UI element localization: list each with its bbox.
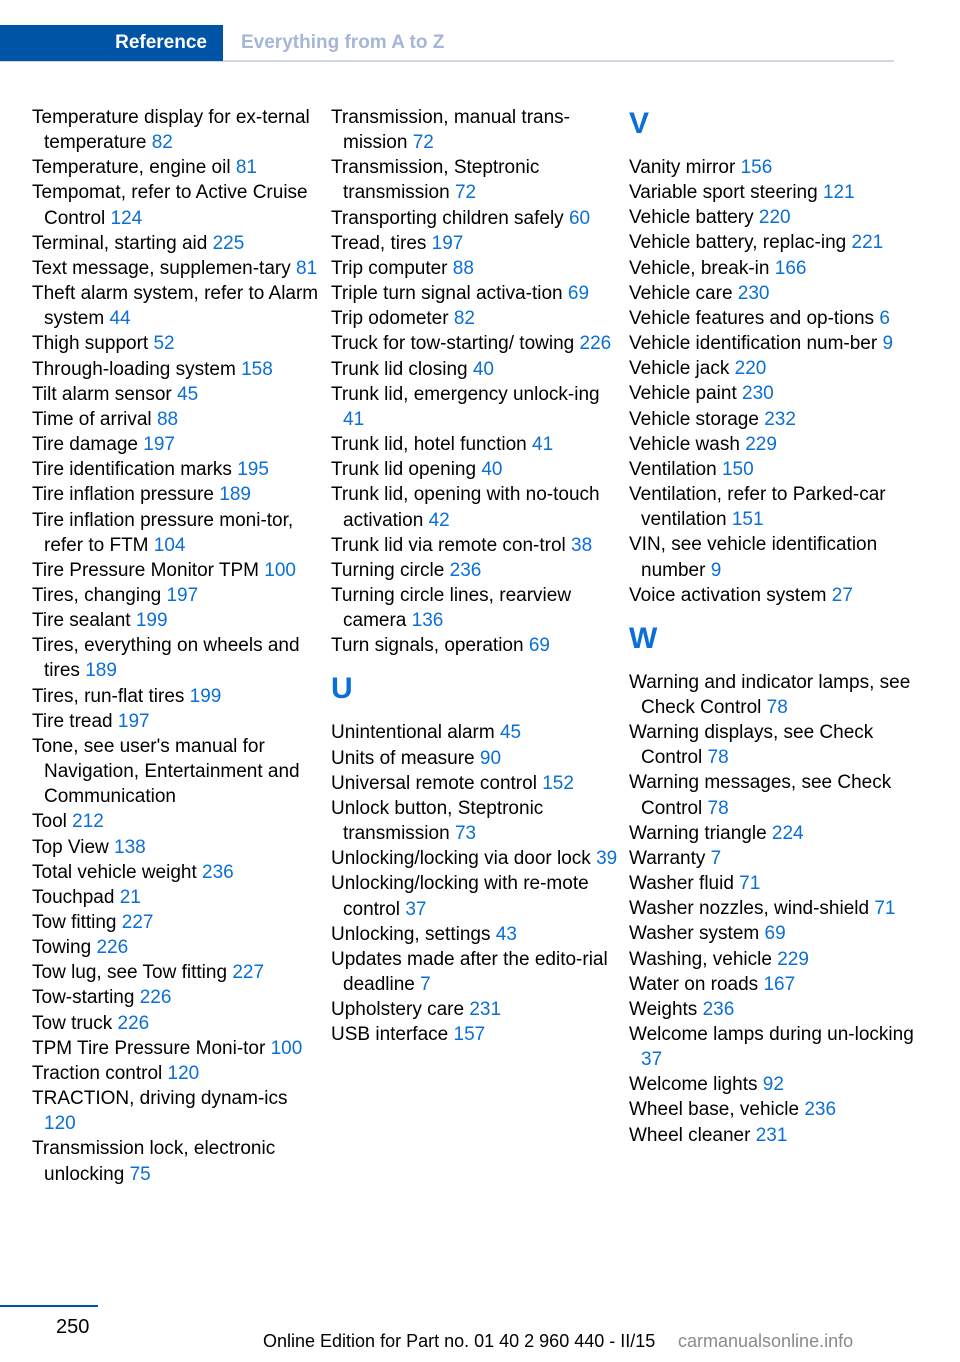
- index-entry: [32, 1061, 324, 1086]
- index-term: Temperature display for ex‐ternal temperature: [32, 107, 310, 154]
- index-term: Tire identification marks: [32, 459, 232, 481]
- index-entry: [629, 457, 929, 482]
- index-entry: [331, 206, 623, 231]
- page-link[interactable]: 227: [121, 912, 154, 933]
- index-term: Tires, run-flat tires: [32, 685, 185, 707]
- index-term: Universal remote control: [331, 772, 537, 794]
- index-entry: [32, 180, 324, 230]
- index-entry: [331, 306, 623, 331]
- index-term: Ventilation, refer to Parked-car ventilation: [629, 484, 886, 531]
- index-term: Vehicle care: [629, 282, 733, 304]
- page-link[interactable]: 7: [710, 847, 722, 869]
- page-link[interactable]: 151: [731, 509, 764, 531]
- page-link[interactable]: 92: [762, 1074, 784, 1096]
- index-term: Tow lug, see Tow fitting: [32, 962, 228, 984]
- index-term: Tire Pressure Monitor TPM: [32, 559, 259, 581]
- index-entry: [331, 633, 623, 658]
- index-entry: [331, 331, 623, 356]
- index-entry: [629, 532, 929, 582]
- index-term: Wheel cleaner: [629, 1124, 751, 1146]
- index-entry: [331, 533, 623, 558]
- index-term: Turn signals, operation: [331, 635, 524, 657]
- page-link[interactable]: 78: [707, 747, 729, 769]
- page-link[interactable]: 71: [874, 898, 896, 920]
- index-entry: [629, 432, 929, 457]
- index-entry: [331, 796, 623, 846]
- footer-rule: [0, 1305, 98, 1307]
- index-entry: [32, 809, 324, 834]
- index-entry: [331, 357, 623, 382]
- index-term: Vehicle jack: [629, 358, 730, 380]
- index-entry: [32, 935, 324, 960]
- index-term: Trip computer: [331, 257, 448, 279]
- index-entry: [331, 947, 623, 997]
- index-entry: [629, 1097, 929, 1122]
- index-term: Terminal, starting aid: [32, 232, 208, 254]
- index-term: USB interface: [331, 1024, 449, 1046]
- page-link[interactable]: 120: [167, 1062, 200, 1084]
- index-term: Unlocking/locking with re‐mote control: [331, 873, 589, 920]
- page-link[interactable]: 21: [119, 886, 141, 908]
- page-link[interactable]: 45: [499, 722, 522, 744]
- index-term: Variable sport steering: [629, 182, 818, 204]
- index-entry: [629, 256, 929, 281]
- index-entry: [629, 1123, 929, 1148]
- index-term: Triple turn signal activa‐tion: [331, 283, 563, 305]
- index-term: Tire damage: [32, 434, 138, 456]
- index-entry: [331, 482, 623, 532]
- page-link[interactable]: 82: [151, 132, 173, 154]
- index-term: Tow-starting: [32, 987, 135, 1009]
- page-link[interactable]: 90: [479, 747, 502, 769]
- header-title: Everything from A to Z: [241, 32, 445, 53]
- index-entry: [32, 1086, 324, 1136]
- index-entry: [629, 482, 929, 532]
- index-column-3: [629, 105, 929, 1148]
- index-term: Warning triangle: [629, 822, 767, 844]
- index-term: Unintentional alarm: [331, 722, 495, 744]
- index-entry: [32, 357, 324, 382]
- index-term: Turning circle: [331, 559, 445, 581]
- page-link[interactable]: 236: [702, 998, 735, 1020]
- index-entry: [32, 633, 324, 683]
- index-term: Vanity mirror: [629, 157, 736, 178]
- index-entry: [32, 684, 324, 709]
- index-term: Touchpad: [32, 886, 115, 908]
- page-link[interactable]: 226: [579, 333, 612, 355]
- page-link[interactable]: 104: [153, 534, 186, 556]
- index-term: Trunk lid via remote con‐trol: [331, 534, 566, 556]
- page-link[interactable]: 226: [139, 987, 172, 1009]
- index-entry: [629, 281, 929, 306]
- index-term: Washer fluid: [629, 873, 734, 895]
- index-entry: [331, 382, 623, 432]
- index-entry: [629, 770, 929, 820]
- page-link[interactable]: 100: [264, 559, 296, 581]
- index-term: Vehicle storage: [629, 408, 759, 430]
- page-link[interactable]: 73: [454, 823, 477, 845]
- page-link[interactable]: 100: [270, 1037, 303, 1059]
- page-link[interactable]: 158: [241, 358, 273, 380]
- edition-note: Online Edition for Part no. 01 40 2 960 440 - II/15: [263, 1331, 656, 1351]
- index-letter-heading: U: [331, 672, 353, 706]
- index-term: Transmission lock, electronic unlocking: [32, 1138, 276, 1185]
- page-link[interactable]: 197: [143, 434, 175, 456]
- page-link[interactable]: 75: [129, 1163, 151, 1185]
- index-entry: [629, 997, 929, 1022]
- index-term: Voice activation system: [629, 584, 827, 606]
- index-entry: [629, 972, 929, 997]
- index-entry: [629, 230, 929, 255]
- index-term: Vehicle, break-in: [629, 257, 770, 279]
- page-link[interactable]: 230: [737, 282, 770, 304]
- page-link[interactable]: 166: [774, 257, 807, 279]
- index-term: Tow fitting: [32, 912, 117, 933]
- section-tab-reference[interactable]: Reference: [0, 25, 223, 61]
- index-term: Trunk lid, hotel function: [331, 434, 527, 456]
- index-term: Warning displays, see Check Control: [629, 722, 874, 769]
- page-link[interactable]: 197: [431, 232, 464, 254]
- page-link[interactable]: 43: [495, 923, 517, 945]
- page-link[interactable]: 88: [156, 408, 179, 430]
- index-term: Time of arrival: [32, 408, 152, 430]
- page-link[interactable]: 167: [763, 973, 796, 995]
- index-term: Tire sealant: [32, 610, 131, 632]
- index-entry: [32, 231, 324, 256]
- page-link[interactable]: 226: [96, 937, 129, 959]
- index-entry: [32, 835, 324, 860]
- index-term: Upholstery care: [331, 999, 465, 1021]
- page-link[interactable]: 199: [189, 685, 222, 707]
- page-link[interactable]: 38: [571, 534, 593, 556]
- index-term: Truck for tow-starting/ towing: [331, 333, 575, 355]
- index-entry: [32, 155, 324, 180]
- index-term: Tire tread: [32, 710, 113, 732]
- index-entry: [32, 608, 324, 633]
- index-letter-heading: V: [629, 107, 650, 140]
- index-term: Washing, vehicle: [629, 948, 772, 970]
- page-link[interactable]: 224: [771, 822, 804, 844]
- index-entry: [32, 508, 324, 558]
- page-link[interactable]: 225: [212, 232, 245, 254]
- page-link[interactable]: 120: [44, 1113, 76, 1135]
- page-link[interactable]: 81: [235, 157, 257, 179]
- index-term: Washer nozzles, wind‐shield: [629, 898, 870, 920]
- page-link[interactable]: 230: [742, 383, 774, 405]
- index-term: Tempomat, refer to Active Cruise Control: [32, 182, 308, 229]
- index-entry: [32, 885, 324, 910]
- index-term: Total vehicle weight: [32, 861, 197, 883]
- index-term: Trip odometer: [331, 308, 449, 330]
- index-term: Vehicle identification num‐ber: [629, 333, 878, 355]
- index-term: TRACTION, driving dynam‐ics: [32, 1088, 288, 1110]
- page-link[interactable]: 69: [764, 923, 786, 945]
- index-term: Turning circle lines, rearview camera: [331, 584, 572, 632]
- index-term: Unlocking/locking via door lock: [331, 848, 591, 870]
- index-term: Tilt alarm sensor: [32, 383, 172, 405]
- index-term: Theft alarm system, refer to Alarm system: [32, 283, 319, 330]
- index-term: Welcome lamps during un‐locking: [629, 1024, 914, 1045]
- index-entry: [32, 910, 324, 935]
- index-term: Trunk lid closing: [331, 358, 468, 380]
- page-link[interactable]: 197: [166, 584, 199, 606]
- page-link[interactable]: 150: [721, 458, 754, 480]
- page-link[interactable]: 138: [114, 836, 146, 858]
- page-link[interactable]: 69: [567, 283, 590, 305]
- index-entry: [629, 670, 929, 720]
- index-entry: [629, 720, 929, 770]
- page-link[interactable]: 189: [219, 484, 251, 506]
- page-link[interactable]: 42: [428, 509, 450, 531]
- page-link[interactable]: 37: [641, 1049, 663, 1071]
- page-link[interactable]: 45: [177, 383, 199, 405]
- index-entry: [331, 256, 623, 281]
- page-number: 250: [56, 1316, 90, 1338]
- page-link[interactable]: 82: [453, 308, 475, 330]
- page-link[interactable]: 41: [343, 408, 365, 430]
- index-entry: [331, 871, 623, 921]
- index-term: Text message, supplemen‐tary: [32, 257, 291, 279]
- index-entry: [32, 960, 324, 985]
- index-term: Tow truck: [32, 1012, 113, 1034]
- page-link[interactable]: 199: [135, 610, 168, 632]
- index-entry: [32, 734, 324, 809]
- index-term: Through-loading system: [32, 358, 236, 380]
- page-link[interactable]: 71: [739, 873, 761, 895]
- index-entry: [331, 281, 623, 306]
- index-entry: [32, 105, 324, 155]
- index-term: Tone, see user's manual for Navigation, Entertainment and Communication: [32, 735, 300, 808]
- index-entry: [629, 1022, 929, 1072]
- page-link[interactable]: 236: [202, 861, 234, 883]
- index-term: TPM Tire Pressure Moni‐tor: [32, 1037, 266, 1059]
- page-link[interactable]: 195: [237, 459, 269, 481]
- index-term: Unlock button, Steptronic transmission: [331, 797, 544, 845]
- page-link[interactable]: 152: [542, 772, 574, 794]
- index-entry: [331, 558, 623, 583]
- page-link[interactable]: 220: [734, 358, 767, 380]
- index-entry: [629, 180, 929, 205]
- index-term: Traction control: [32, 1062, 163, 1084]
- page-link[interactable]: 88: [452, 257, 474, 279]
- index-term: Unlocking, settings: [331, 923, 491, 945]
- index-entry: [331, 922, 623, 947]
- index-entry: [331, 846, 623, 871]
- index-entry: [331, 583, 623, 633]
- index-term: Transmission, Steptronic transmission: [331, 157, 540, 204]
- index-term: Trunk lid opening: [331, 459, 477, 481]
- page-link[interactable]: 227: [232, 962, 265, 984]
- index-entry: [629, 155, 929, 180]
- index-entry: [331, 105, 623, 155]
- index-entry: [629, 1072, 929, 1097]
- index-term: Top View: [32, 836, 109, 858]
- index-term: Washer system: [629, 923, 760, 945]
- index-term: Warranty: [629, 847, 706, 869]
- page-link[interactable]: 72: [454, 182, 477, 204]
- index-entry: [629, 407, 929, 432]
- index-entry: [629, 583, 929, 608]
- index-term: Thigh support: [32, 333, 149, 355]
- index-term: Water on roads: [629, 973, 759, 995]
- page-link[interactable]: 220: [758, 207, 791, 229]
- index-entry: [32, 407, 324, 432]
- index-entry: [331, 746, 623, 771]
- page-link[interactable]: 78: [766, 696, 788, 718]
- page-link[interactable]: 44: [109, 308, 131, 330]
- index-term: Vehicle battery, replac‐ing: [629, 232, 847, 254]
- page-link[interactable]: 40: [481, 459, 503, 481]
- page-link[interactable]: 136: [411, 610, 444, 632]
- page-link[interactable]: 124: [110, 207, 143, 229]
- index-entry: [629, 896, 929, 921]
- index-entry: [32, 482, 324, 507]
- index-entry: [32, 1011, 324, 1036]
- index-term: Wheel base, vehicle: [629, 1099, 800, 1121]
- index-term: Warning messages, see Check Control: [629, 772, 892, 819]
- page-link[interactable]: 232: [764, 408, 796, 430]
- index-term: Vehicle paint: [629, 383, 737, 405]
- page-link[interactable]: 52: [153, 333, 175, 355]
- index-entry: [331, 997, 623, 1022]
- index-entry: [32, 860, 324, 885]
- index-entry: [331, 1022, 623, 1047]
- index-entry: [331, 155, 623, 205]
- page-link[interactable]: 60: [568, 207, 591, 229]
- page-link[interactable]: 41: [532, 434, 554, 456]
- index-term: Vehicle battery: [629, 207, 754, 229]
- index-entry: [629, 205, 929, 230]
- index-entry: [331, 231, 623, 256]
- page-link[interactable]: 6: [879, 307, 890, 329]
- index-entry: [629, 381, 929, 406]
- page-link[interactable]: 9: [882, 333, 894, 355]
- page-link[interactable]: 78: [707, 797, 729, 819]
- index-term: Trunk lid, opening with no-touch activation: [331, 484, 600, 531]
- page-link[interactable]: 189: [85, 660, 117, 682]
- page-link[interactable]: 7: [420, 974, 431, 995]
- page-link[interactable]: 27: [831, 584, 853, 606]
- page-link[interactable]: 236: [449, 559, 482, 581]
- index-entry: [629, 947, 929, 972]
- index-entry: [32, 985, 324, 1010]
- index-entry: [32, 331, 324, 356]
- index-term: Warning and indicator lamps, see Check Control: [629, 671, 911, 718]
- index-term: Tool: [32, 811, 67, 833]
- index-entry: [32, 583, 324, 608]
- index-entry: [32, 256, 324, 281]
- page-link[interactable]: 121: [822, 182, 855, 204]
- index-letter-heading: W: [629, 621, 658, 655]
- page-link[interactable]: 221: [851, 232, 884, 254]
- page-link[interactable]: 37: [405, 898, 427, 920]
- page-link[interactable]: 69: [528, 635, 550, 657]
- index-entry: [32, 281, 324, 331]
- index-term: Tread, tires: [331, 232, 427, 254]
- index-column-2: [331, 105, 623, 1047]
- index-entry: [629, 846, 929, 871]
- index-entry: [331, 457, 623, 482]
- index-entry: [32, 432, 324, 457]
- index-entry: [629, 821, 929, 846]
- index-entry: [32, 382, 324, 407]
- index-term: Ventilation: [629, 458, 717, 480]
- index-term: Transporting children safely: [331, 207, 564, 229]
- page-link[interactable]: 212: [72, 811, 104, 833]
- index-entry: [331, 771, 623, 796]
- index-entry: [32, 1036, 324, 1061]
- page-link[interactable]: 156: [740, 157, 773, 178]
- index-term: Welcome lights: [629, 1074, 758, 1096]
- index-term: Vehicle features and op‐tions: [629, 307, 875, 329]
- index-term: Towing: [32, 937, 92, 959]
- index-entry: [331, 432, 623, 457]
- index-entry: [32, 558, 324, 583]
- watermark: carmanualsonline.info: [678, 1331, 854, 1351]
- index-entry: [629, 921, 929, 946]
- index-entry: [629, 871, 929, 896]
- page-link[interactable]: 231: [469, 999, 502, 1021]
- index-entry: [629, 306, 929, 331]
- index-entry: [32, 457, 324, 482]
- page-link[interactable]: 39: [596, 848, 618, 870]
- index-term: Weights: [629, 998, 698, 1020]
- index-term: Tires, changing: [32, 584, 162, 606]
- page-link[interactable]: 197: [117, 710, 150, 732]
- page-link[interactable]: 9: [710, 559, 722, 581]
- page-link[interactable]: 236: [804, 1099, 837, 1121]
- page-link[interactable]: 226: [117, 1012, 150, 1034]
- page-link[interactable]: 72: [412, 132, 434, 154]
- index-term: Units of measure: [331, 747, 475, 769]
- page-link[interactable]: 157: [453, 1024, 486, 1046]
- index-term: Transmission, manual trans‐mission: [331, 107, 570, 154]
- page-link[interactable]: 229: [777, 948, 809, 970]
- page-link[interactable]: 40: [472, 358, 494, 380]
- index-entry: [331, 720, 623, 745]
- page-header: [0, 25, 894, 61]
- index-term: Tires, everything on wheels and tires: [32, 635, 300, 682]
- index-entry: [629, 331, 929, 356]
- page-link[interactable]: 81: [296, 257, 318, 279]
- index-term: Updates made after the edito‐rial deadline: [331, 948, 608, 995]
- index-term: Tire inflation pressure moni‐tor, refer to FTM: [32, 509, 294, 556]
- index-term: Trunk lid, emergency unlock‐ing: [331, 383, 600, 405]
- page-link[interactable]: 231: [755, 1124, 788, 1146]
- index-term: VIN, see vehicle identification number: [629, 534, 878, 581]
- index-column-1: [32, 105, 324, 1187]
- index-entry: [629, 356, 929, 381]
- index-term: Vehicle wash: [629, 433, 740, 455]
- index-entry: [32, 1136, 324, 1186]
- index-entry: [32, 709, 324, 734]
- index-term: Temperature, engine oil: [32, 157, 231, 179]
- index-term: Tire inflation pressure: [32, 484, 214, 506]
- page-link[interactable]: 229: [745, 433, 777, 455]
